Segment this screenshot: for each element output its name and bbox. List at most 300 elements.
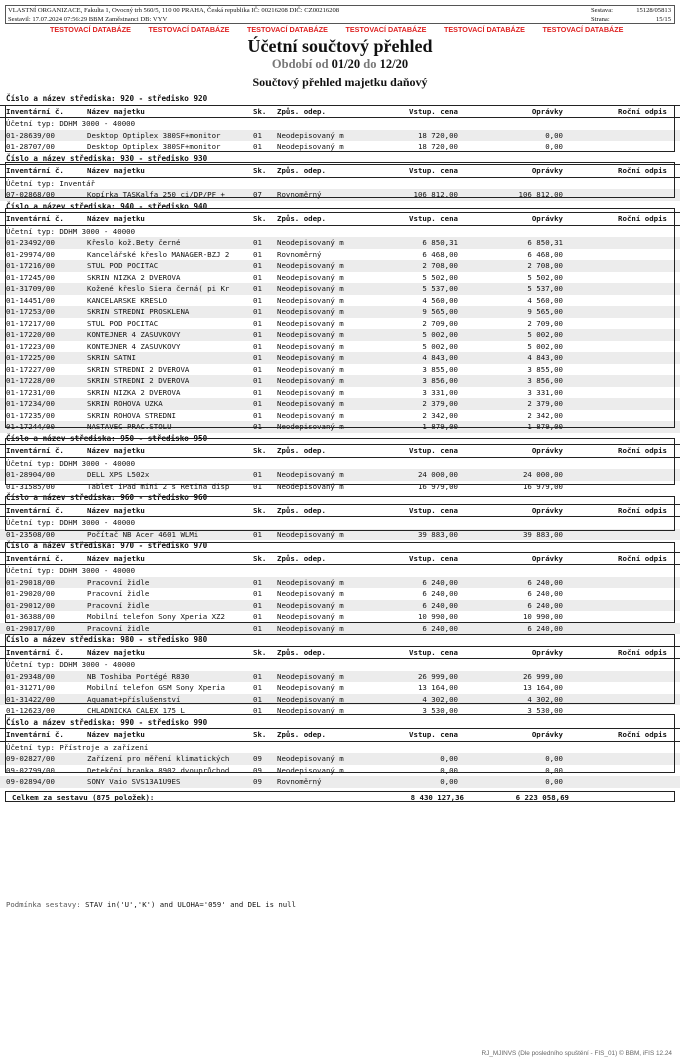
- cell-zp: Neodepisovaný m: [277, 399, 344, 408]
- cell-vc: 9 565,00: [422, 307, 458, 316]
- cell-op: 3 331,00: [527, 387, 563, 397]
- column-header-vc: Vstup. cena: [409, 214, 458, 223]
- cell-op: 2 379,00: [527, 399, 563, 408]
- cell-sk: 01: [253, 706, 262, 715]
- cell-inv: 01-28639/00: [6, 130, 55, 140]
- cell-op: 26 999,00: [522, 671, 563, 681]
- cell-vc: 13 164,00: [417, 683, 458, 692]
- table-row: [0, 375, 680, 387]
- cell-sk: 09: [253, 765, 262, 775]
- column-header-sk: Sk.: [253, 446, 267, 455]
- table-row: [0, 306, 680, 318]
- column-header-sk: Sk.: [253, 553, 267, 563]
- cell-name: STUL POD POCITAC: [87, 318, 159, 328]
- cell-name: SKRIN ROHOVA UZKA: [87, 399, 163, 408]
- cell-vc: 2 708,00: [422, 261, 458, 270]
- cell-op: 6 468,00: [527, 249, 563, 259]
- cell-vc: 18 720,00: [417, 142, 458, 151]
- table-row: [0, 141, 680, 153]
- column-header-inv: Inventární č.: [6, 214, 64, 223]
- period-mid: do: [363, 57, 377, 71]
- cell-sk: 01: [253, 238, 262, 247]
- cell-inv: 09-02799/00: [6, 765, 55, 775]
- cell-name: SKRIN STREDNI 2 DVEROVA: [87, 376, 190, 385]
- cell-sk: 01: [253, 623, 262, 633]
- table-row: [0, 272, 680, 284]
- cell-vc: 0,00: [440, 777, 458, 786]
- column-header-inv: Inventární č.: [6, 730, 64, 739]
- cell-zp: Rovnoměrný: [277, 190, 322, 199]
- cell-inv: 01-29974/00: [6, 249, 55, 259]
- column-header-vc: Vstup. cena: [409, 505, 458, 515]
- section-title: Číslo a název střediska: 960 - středisko 960: [6, 493, 208, 502]
- cell-inv: 01-17225/00: [6, 353, 55, 362]
- section-title: Číslo a název střediska: 920 - středisko 920: [6, 94, 208, 103]
- cell-inv: 01-17253/00: [6, 307, 55, 316]
- cell-op: 10 990,00: [522, 612, 563, 621]
- cell-zp: Neodepisovaný m: [277, 589, 344, 598]
- cell-op: 6 240,00: [527, 589, 563, 598]
- cell-op: 106 812,00: [518, 190, 563, 199]
- cell-zp: Neodepisovaný m: [277, 671, 344, 681]
- section-title: Číslo a název střediska: 940 - středisko 940: [6, 201, 208, 211]
- cell-vc: 6 850,31: [422, 238, 458, 247]
- cell-inv: 01-17231/00: [6, 387, 55, 397]
- cell-op: 4 843,00: [527, 353, 563, 362]
- table-row: [0, 260, 680, 272]
- report-period: [0, 57, 680, 72]
- cell-sk: 01: [253, 295, 262, 305]
- cell-inv: 01-36388/00: [6, 612, 55, 621]
- column-header-op: Oprávky: [531, 505, 563, 515]
- column-header-vc: Vstup. cena: [409, 106, 458, 116]
- cell-name: CHLADNICKA CALEX 175 L: [87, 706, 185, 715]
- section-title: Číslo a název střediska: 980 - středisko 980: [6, 635, 208, 644]
- table-row: [0, 130, 680, 142]
- cell-zp: Neodepisovaný m: [277, 422, 344, 431]
- account-type: Účetní typ: Přístroje a zařízení: [0, 741, 680, 754]
- cell-name: KONTEJNER 4 ZASUVKOVY: [87, 330, 181, 339]
- condition-label: Podmínka sestavy:: [6, 900, 81, 909]
- cell-zp: Neodepisovaný m: [277, 600, 344, 610]
- cell-op: 0,00: [545, 765, 563, 775]
- report-subtitle: Součtový přehled majetku daňový: [252, 75, 428, 89]
- cell-sk: 07: [253, 190, 262, 199]
- account-type: Účetní typ: DDHM 3000 - 40000: [0, 225, 680, 238]
- asset-table: [0, 93, 680, 802]
- test-banner-item: TESTOVACÍ DATABÁZE: [542, 25, 624, 34]
- column-header-inv: Inventární č.: [6, 446, 64, 455]
- cell-name: NB Toshiba Portégé R830: [87, 671, 190, 681]
- table-row: [0, 671, 680, 683]
- cell-zp: Neodepisovaný m: [277, 272, 344, 282]
- section-title: Číslo a název střediska: 930 - středisko 930: [6, 153, 208, 163]
- cell-name: SKRIN NIZKA 2 DVEROVA: [87, 387, 181, 397]
- table-row: [0, 352, 680, 364]
- column-header-name: Název majetku: [87, 446, 145, 455]
- cell-zp: Neodepisovaný m: [277, 284, 344, 293]
- cell-name: Pracovní židle: [87, 577, 150, 587]
- cell-vc: 5 002,00: [422, 330, 458, 339]
- cell-vc: 6 240,00: [422, 623, 458, 633]
- cell-op: 5 537,00: [527, 284, 563, 293]
- column-header-vc: Vstup. cena: [409, 730, 458, 739]
- cell-inv: 01-29018/00: [6, 577, 55, 587]
- test-banner-item: TESTOVACÍ DATABÁZE: [247, 25, 328, 34]
- cell-sk: 01: [253, 671, 262, 681]
- cell-name: SONY Vaio SVS13A1U9ES: [87, 777, 181, 786]
- cell-op: 9 565,00: [527, 307, 563, 316]
- report-condition: [6, 900, 296, 909]
- cell-vc: 0,00: [440, 754, 458, 763]
- cell-op: 24 000,00: [522, 470, 563, 479]
- cell-inv: 01-17217/00: [6, 318, 55, 328]
- cell-vc: 1 879,00: [422, 422, 458, 431]
- cell-vc: 0,00: [440, 765, 458, 775]
- cell-sk: 01: [253, 318, 262, 328]
- cell-op: 1 879,00: [527, 422, 563, 431]
- table-row: [0, 682, 680, 694]
- column-header-vc: Vstup. cena: [409, 553, 458, 563]
- cell-vc: 16 979,00: [417, 481, 458, 491]
- cell-sk: 01: [253, 376, 262, 385]
- cell-inv: 01-17223/00: [6, 341, 55, 351]
- compiled-line: Sestavil: 17.07.2024 07:56:29 BBM Zaměstnanci DB: VYV: [8, 16, 168, 23]
- cell-zp: Neodepisovaný m: [277, 694, 344, 704]
- cell-zp: Neodepisovaný m: [277, 353, 344, 362]
- cell-sk: 01: [253, 142, 262, 151]
- cell-op: 4 560,00: [527, 295, 563, 305]
- test-banner-item: TESTOVACÍ DATABÁZE: [444, 25, 525, 34]
- cell-op: 6 240,00: [527, 577, 563, 587]
- account-type: Účetní typ: DDHM 3000 - 40000: [0, 564, 680, 577]
- column-header-name: Název majetku: [87, 647, 145, 657]
- column-header-inv: Inventární č.: [6, 166, 64, 175]
- cell-op: 5 002,00: [527, 330, 563, 339]
- cell-vc: 26 999,00: [417, 671, 458, 681]
- cell-inv: 01-28904/00: [6, 470, 55, 479]
- column-header-op: Oprávky: [531, 166, 563, 175]
- table-row: [0, 600, 680, 612]
- cell-inv: 01-17227/00: [6, 364, 55, 374]
- table-row: [0, 705, 680, 717]
- cell-zp: Neodepisovaný m: [277, 387, 344, 397]
- column-header-name: Název majetku: [87, 730, 145, 739]
- cell-sk: 01: [253, 694, 262, 704]
- cell-inv: 01-29012/00: [6, 600, 55, 610]
- cell-name: SKRIN STREDNI 2 DVEROVA: [87, 364, 190, 374]
- cell-inv: 01-31709/00: [6, 284, 55, 293]
- column-header-zp: Způs. odep.: [277, 446, 326, 455]
- section-title: Číslo a název střediska: 950 - středisko 950: [6, 433, 208, 443]
- column-header-ro: Roční odpis: [618, 647, 667, 657]
- column-header-row: [0, 212, 680, 225]
- table-row: [0, 237, 680, 249]
- test-banner-item: TESTOVACÍ DATABÁZE: [148, 25, 230, 34]
- column-header-ro: Roční odpis: [618, 730, 667, 739]
- cell-zp: Neodepisovaný m: [277, 130, 344, 140]
- cell-name: Pracovní židle: [87, 589, 150, 598]
- column-header-ro: Roční odpis: [618, 505, 667, 515]
- table-row: [0, 421, 680, 433]
- strana-value: 15/15: [655, 16, 671, 23]
- section-title: Číslo a název střediska: 990 - středisko 990: [6, 717, 208, 727]
- cell-op: 0,00: [545, 754, 563, 763]
- column-header-op: Oprávky: [531, 553, 563, 563]
- cell-name: Aquamat+příslušenství: [87, 694, 181, 704]
- table-row: [0, 623, 680, 635]
- cell-op: 13 164,00: [522, 683, 563, 692]
- cell-inv: 01-17244/00: [6, 422, 55, 431]
- cell-vc: 4 560,00: [422, 295, 458, 305]
- cell-inv: 01-12623/00: [6, 706, 55, 715]
- cell-zp: Neodepisovaný m: [277, 754, 344, 763]
- cell-zp: Neodepisovaný m: [277, 330, 344, 339]
- table-row: [0, 283, 680, 295]
- cell-name: SKRIN ROHOVA STREDNI: [87, 410, 176, 420]
- cell-op: 0,00: [545, 142, 563, 151]
- table-row: [0, 387, 680, 399]
- table-row: [0, 753, 680, 765]
- cell-zp: Neodepisovaný m: [277, 341, 344, 351]
- cell-zp: Rovnoměrný: [277, 777, 322, 786]
- cell-sk: 01: [253, 410, 262, 420]
- account-type: Účetní typ: Inventář: [0, 177, 680, 190]
- table-row: [0, 364, 680, 376]
- cell-name: Mobilní telefon Sony Xperia XZ2: [87, 612, 225, 621]
- cell-vc: 39 883,00: [417, 529, 458, 539]
- sestava-value: 15128/05813: [636, 7, 671, 14]
- cell-sk: 01: [253, 387, 262, 397]
- cell-sk: 01: [253, 272, 262, 282]
- cell-sk: 09: [253, 754, 262, 763]
- column-header-op: Oprávky: [531, 647, 563, 657]
- column-header-row: [0, 646, 680, 659]
- cell-op: 6 850,31: [527, 238, 563, 247]
- cell-sk: 01: [253, 261, 262, 270]
- cell-zp: Neodepisovaný m: [277, 410, 344, 420]
- test-banner: [50, 25, 641, 34]
- strana-label: Strana:: [591, 16, 610, 23]
- column-header-zp: Způs. odep.: [277, 553, 326, 563]
- cell-name: Desktop Optiplex 380SF+monitor: [87, 142, 221, 151]
- cell-name: Kancelářské křeslo MANAGER-BZJ 2: [87, 249, 230, 259]
- condition-value: STAV in('U','K') and ULOHA='059' and DEL is null: [85, 900, 296, 909]
- cell-inv: 01-29017/00: [6, 623, 55, 633]
- table-row: [0, 398, 680, 410]
- cell-vc: 2 379,00: [422, 399, 458, 408]
- table-row: [0, 694, 680, 706]
- cell-op: 2 342,00: [527, 410, 563, 420]
- cell-vc: 3 331,00: [422, 387, 458, 397]
- cell-inv: 01-17228/00: [6, 376, 55, 385]
- cell-vc: 3 530,00: [422, 706, 458, 715]
- column-header-ro: Roční odpis: [618, 446, 667, 455]
- cell-zp: Neodepisovaný m: [277, 295, 344, 305]
- cell-sk: 01: [253, 422, 262, 431]
- column-header-row: [0, 105, 680, 118]
- column-header-name: Název majetku: [87, 553, 145, 563]
- cell-op: 0,00: [545, 130, 563, 140]
- cell-sk: 01: [253, 330, 262, 339]
- cell-zp: Neodepisovaný m: [277, 318, 344, 328]
- column-header-sk: Sk.: [253, 166, 267, 175]
- cell-sk: 01: [253, 284, 262, 293]
- cell-vc: 5 502,00: [422, 272, 458, 282]
- cell-inv: 01-31271/00: [6, 683, 55, 692]
- table-row: [0, 577, 680, 589]
- test-banner-item: TESTOVACÍ DATABÁZE: [345, 25, 427, 34]
- cell-vc: 5 002,00: [422, 341, 458, 351]
- cell-sk: 01: [253, 470, 262, 479]
- cell-name: KONTEJNER 4 ZASUVKOVY: [87, 341, 181, 351]
- column-header-row: [0, 504, 680, 517]
- column-header-sk: Sk.: [253, 106, 267, 116]
- cell-inv: 01-17245/00: [6, 272, 55, 282]
- table-row: [0, 341, 680, 353]
- cell-op: 6 240,00: [527, 600, 563, 610]
- cell-inv: 01-17216/00: [6, 261, 55, 270]
- column-header-vc: Vstup. cena: [409, 446, 458, 455]
- column-header-vc: Vstup. cena: [409, 647, 458, 657]
- cell-op: 0,00: [545, 777, 563, 786]
- column-header-op: Oprávky: [531, 106, 563, 116]
- column-header-name: Název majetku: [87, 214, 145, 223]
- cell-inv: 09-02894/00: [6, 777, 55, 786]
- column-header-zp: Způs. odep.: [277, 214, 326, 223]
- cell-inv: 01-29020/00: [6, 589, 55, 598]
- table-row: [0, 765, 680, 777]
- cell-inv: 01-31422/00: [6, 694, 55, 704]
- cell-sk: 01: [253, 130, 262, 140]
- cell-name: Tablet iPad mini 2 s Retina disp: [87, 481, 230, 491]
- column-header-inv: Inventární č.: [6, 647, 64, 657]
- cell-sk: 01: [253, 612, 262, 621]
- table-row: [0, 329, 680, 341]
- cell-inv: 07-02868/00: [6, 190, 55, 199]
- table-row: [0, 295, 680, 307]
- cell-zp: Neodepisovaný m: [277, 623, 344, 633]
- total-opravky: 6 223 058,69: [515, 792, 569, 802]
- cell-inv: 09-02827/00: [6, 754, 55, 763]
- cell-name: Kožené křeslo Siera černá( pi Kr: [87, 284, 230, 293]
- cell-name: Kopírka TASKalfa 250 ci/DP/PF +: [87, 190, 225, 199]
- cell-zp: Neodepisovaný m: [277, 238, 344, 247]
- cell-name: Desktop Optiplex 380SF+monitor: [87, 130, 221, 140]
- cell-name: SKRIN STREDNI PROSKLENA: [87, 307, 190, 316]
- column-header-row: [0, 164, 680, 177]
- report-header: [5, 5, 675, 24]
- column-header-ro: Roční odpis: [618, 214, 667, 223]
- cell-op: 2 708,00: [527, 261, 563, 270]
- cell-name: DELL XPS L502x: [87, 470, 150, 479]
- column-header-name: Název majetku: [87, 166, 145, 175]
- cell-op: 3 855,00: [527, 364, 563, 374]
- column-header-inv: Inventární č.: [6, 505, 64, 515]
- column-header-sk: Sk.: [253, 647, 267, 657]
- table-row: [0, 189, 680, 201]
- cell-vc: 6 240,00: [422, 577, 458, 587]
- cell-name: Pracovní židle: [87, 623, 150, 633]
- cell-inv: 01-29348/00: [6, 671, 55, 681]
- cell-vc: 2 342,00: [422, 410, 458, 420]
- column-header-name: Název majetku: [87, 106, 145, 116]
- cell-sk: 01: [253, 600, 262, 610]
- cell-zp: Neodepisovaný m: [277, 706, 344, 715]
- period-to: 12/20: [379, 57, 409, 71]
- cell-vc: 6 240,00: [422, 600, 458, 610]
- cell-sk: 01: [253, 249, 262, 259]
- cell-zp: Rovnoměrný: [277, 249, 322, 259]
- cell-vc: 4 843,00: [422, 353, 458, 362]
- cell-vc: 24 000,00: [417, 470, 458, 479]
- cell-vc: 106 812,00: [413, 190, 458, 199]
- section-title: Číslo a název střediska: 970 - středisko 970: [6, 541, 208, 550]
- cell-inv: 01-31585/00: [6, 481, 55, 491]
- cell-zp: Neodepisovaný m: [277, 529, 344, 539]
- cell-name: NASTAVEC PRAC.STOLU: [87, 422, 172, 431]
- table-row: [0, 529, 680, 541]
- column-header-row: [0, 728, 680, 741]
- org-line: VLASTNÍ ORGANIZACE, Fakulta 1, Ovocný trh 560/5, 110 00 PRAHA, Česká republika IČ: 00216208 DIČ: CZ00216208: [8, 7, 340, 14]
- cell-op: 5 502,00: [527, 272, 563, 282]
- cell-vc: 3 856,00: [422, 376, 458, 385]
- table-row: [0, 611, 680, 623]
- cell-vc: 10 990,00: [417, 612, 458, 621]
- period-from: 01/20: [331, 57, 361, 71]
- column-header-name: Název majetku: [87, 505, 145, 515]
- cell-name: Detekční branka 8902 dvouprůchod: [87, 765, 230, 775]
- column-header-op: Oprávky: [531, 214, 563, 223]
- period-prefix: Období od: [271, 57, 329, 71]
- column-header-ro: Roční odpis: [618, 166, 667, 175]
- column-header-zp: Způs. odep.: [277, 730, 326, 739]
- cell-sk: 01: [253, 577, 262, 587]
- cell-op: 3 856,00: [527, 376, 563, 385]
- cell-sk: 01: [253, 589, 262, 598]
- table-row: [0, 410, 680, 422]
- table-row: [0, 249, 680, 261]
- table-row: [0, 481, 680, 493]
- column-header-row: [0, 552, 680, 565]
- cell-zp: Neodepisovaný m: [277, 577, 344, 587]
- total-row: [5, 791, 675, 803]
- cell-inv: 01-17234/00: [6, 399, 55, 408]
- total-vstup: 8 430 127,36: [410, 792, 464, 802]
- account-type: Účetní typ: DDHM 3000 - 40000: [0, 516, 680, 529]
- column-header-inv: Inventární č.: [6, 553, 64, 563]
- cell-zp: Neodepisovaný m: [277, 481, 344, 491]
- cell-vc: 4 302,00: [422, 694, 458, 704]
- cell-zp: Neodepisovaný m: [277, 364, 344, 374]
- cell-sk: 09: [253, 777, 262, 786]
- cell-vc: 6 240,00: [422, 589, 458, 598]
- column-header-zp: Způs. odep.: [277, 505, 326, 515]
- cell-sk: 01: [253, 399, 262, 408]
- cell-vc: 6 468,00: [422, 249, 458, 259]
- cell-name: SKRIN SATNI: [87, 353, 136, 362]
- column-header-inv: Inventární č.: [6, 106, 64, 116]
- cell-op: 6 240,00: [527, 623, 563, 633]
- cell-zp: Neodepisovaný m: [277, 307, 344, 316]
- cell-zp: Neodepisovaný m: [277, 376, 344, 385]
- column-header-op: Oprávky: [531, 446, 563, 455]
- cell-vc: 5 537,00: [422, 284, 458, 293]
- cell-op: 2 709,00: [527, 318, 563, 328]
- cell-sk: 01: [253, 307, 262, 316]
- column-header-op: Oprávky: [531, 730, 563, 739]
- cell-sk: 01: [253, 683, 262, 692]
